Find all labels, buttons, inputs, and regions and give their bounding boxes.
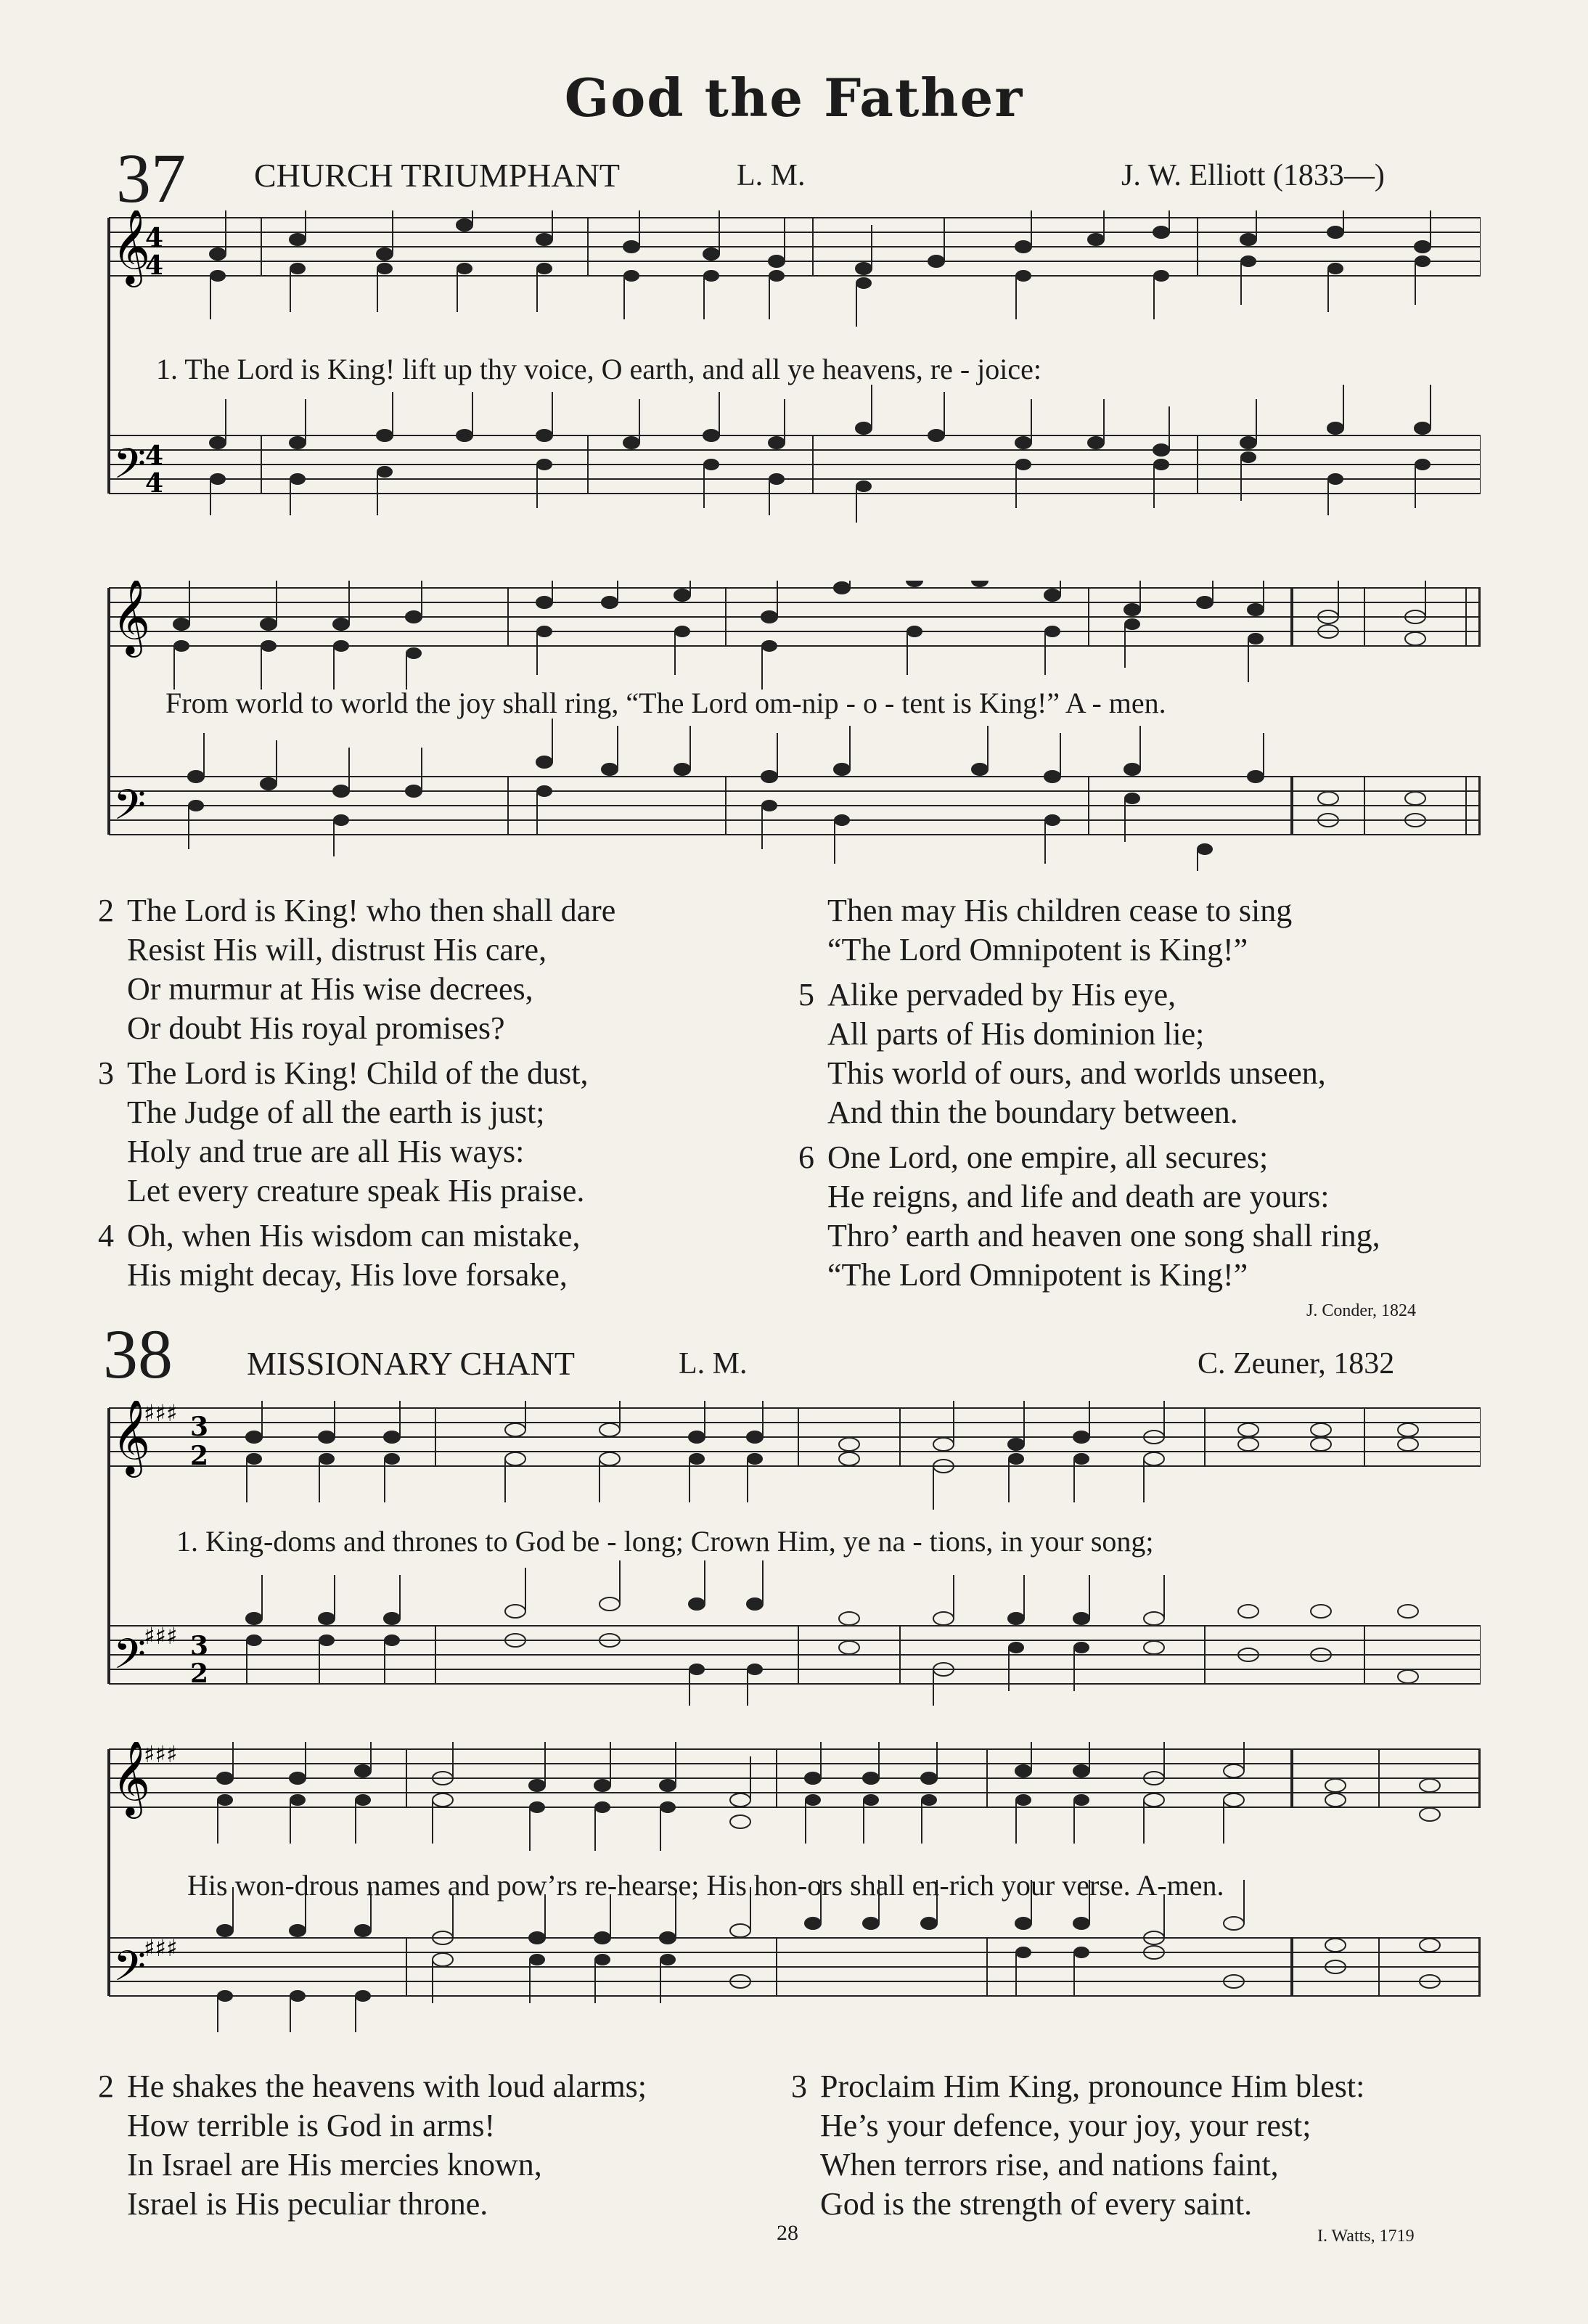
hymn-38-number: 38 bbox=[103, 1315, 173, 1393]
svg-text:♯♯♯: ♯♯♯ bbox=[144, 1401, 178, 1427]
svg-text:𝄢: 𝄢 bbox=[113, 780, 147, 840]
svg-text:♯♯♯: ♯♯♯ bbox=[144, 1934, 178, 1962]
verse-line: And thin the boundary between. bbox=[827, 1095, 1238, 1130]
hymn-38-lyric-line-1: 1. King-doms and thrones to God be - long; Crown Him, ye na - tions, in your song; bbox=[176, 1525, 1154, 1558]
verse-number: 4 bbox=[98, 1218, 114, 1253]
hymn-37-lyric-line-1: 1. The Lord is King! lift up thy voice, O earth, and all ye heavens, re - joice: bbox=[156, 353, 1041, 385]
verse-line: Then may His children cease to sing bbox=[827, 893, 1293, 928]
svg-text:𝄢: 𝄢 bbox=[113, 1942, 147, 2001]
hymn-37-meter: L. M. bbox=[737, 159, 806, 192]
section-title: God the Father bbox=[564, 67, 1024, 128]
svg-text:2: 2 bbox=[190, 1658, 209, 1689]
verse-number: 3 bbox=[791, 2069, 807, 2104]
verse-number: 2 bbox=[98, 893, 114, 928]
hymn-38-verses-right bbox=[791, 2067, 1364, 2224]
svg-text:𝄞: 𝄞 bbox=[112, 1401, 151, 1475]
verse-line: Thro’ earth and heaven one song shall ring, bbox=[827, 1218, 1380, 1253]
verse-line: Or doubt His royal promises? bbox=[127, 1010, 505, 1046]
verse-number: 5 bbox=[798, 977, 814, 1012]
hymn-37-lyric-line-2: From world to world the joy shall ring, “The Lord om-nip - o - tent is King!” A - men. bbox=[165, 687, 1166, 719]
verse-line: Holy and true are all His ways: bbox=[127, 1134, 525, 1169]
hymn-37-verses-right bbox=[798, 891, 1380, 1295]
verse-line: Or murmur at His wise decrees, bbox=[127, 971, 533, 1007]
verse-line: Israel is His peculiar throne. bbox=[127, 2186, 488, 2222]
svg-text:2: 2 bbox=[190, 1441, 209, 1471]
hymn-37-tune: CHURCH TRIUMPHANT bbox=[254, 157, 620, 194]
verse-line: How terrible is God in arms! bbox=[127, 2108, 496, 2143]
verse-line: He shakes the heavens with loud alarms; bbox=[127, 2069, 647, 2104]
svg-text:♯♯♯: ♯♯♯ bbox=[144, 1622, 178, 1650]
verse-line: Alike pervaded by His eye, bbox=[827, 977, 1176, 1012]
verse-number: 3 bbox=[98, 1055, 114, 1091]
hymn-37-system-2 bbox=[102, 581, 1481, 871]
hymn-38-tune: MISSIONARY CHANT bbox=[247, 1345, 575, 1382]
verse-line: When terrors rise, and nations faint, bbox=[820, 2147, 1279, 2182]
svg-text:𝄞: 𝄞 bbox=[112, 210, 151, 285]
page-number: 28 bbox=[777, 2221, 798, 2245]
svg-text:4: 4 bbox=[145, 250, 164, 281]
svg-text:4: 4 bbox=[145, 441, 164, 471]
hymn-38-author-credit: I. Watts, 1719 bbox=[1317, 2227, 1415, 2246]
verse-line: This world of ours, and worlds unseen, bbox=[827, 1055, 1326, 1091]
hymn-37-verses-left bbox=[98, 891, 615, 1295]
verse-line: He reigns, and life and death are yours: bbox=[827, 1179, 1330, 1214]
hymn-38-lyric-line-2: His won-drous names and pow’rs re-hearse; His hon-ors shall en-rich your verse. A-men. bbox=[187, 1869, 1224, 1902]
verse-line: The Judge of all the earth is just; bbox=[127, 1095, 545, 1130]
svg-text:𝄢: 𝄢 bbox=[113, 439, 147, 499]
verse-line: “The Lord Omnipotent is King!” bbox=[827, 1257, 1248, 1293]
hymn-38-verses-left bbox=[98, 2067, 647, 2224]
verse-line: All parts of His dominion lie; bbox=[827, 1016, 1205, 1052]
svg-text:♯♯♯: ♯♯♯ bbox=[144, 1742, 178, 1768]
verse-line: Resist His will, distrust His care, bbox=[127, 932, 547, 967]
verse-line: The Lord is King! Child of the dust, bbox=[127, 1055, 589, 1091]
svg-text:3: 3 bbox=[190, 1631, 209, 1661]
hymn-37-author-credit: J. Conder, 1824 bbox=[1306, 1301, 1417, 1320]
svg-text:𝄞: 𝄞 bbox=[112, 1742, 151, 1816]
hymn-37-composer: J. W. Elliott (1833—) bbox=[1121, 159, 1385, 192]
hymn-37-number: 37 bbox=[116, 139, 186, 217]
verse-line: His might decay, His love forsake, bbox=[127, 1257, 568, 1293]
hymn-38-meter: L. M. bbox=[679, 1347, 748, 1380]
svg-text:𝄞: 𝄞 bbox=[112, 581, 151, 655]
verse-line: God is the strength of every saint. bbox=[820, 2186, 1253, 2222]
svg-text:3: 3 bbox=[190, 1412, 209, 1442]
hymn-38-composer: C. Zeuner, 1832 bbox=[1198, 1347, 1395, 1380]
svg-text:4: 4 bbox=[145, 468, 164, 499]
verse-number: 6 bbox=[798, 1140, 814, 1175]
verse-line: “The Lord Omnipotent is King!” bbox=[827, 932, 1248, 967]
verse-line: One Lord, one empire, all secures; bbox=[827, 1140, 1269, 1175]
verse-line: Let every creature speak His praise. bbox=[127, 1173, 585, 1208]
verse-line: Oh, when His wisdom can mistake, bbox=[127, 1218, 581, 1253]
svg-text:𝄢: 𝄢 bbox=[113, 1629, 147, 1689]
svg-text:4: 4 bbox=[145, 223, 164, 253]
verse-line: He’s your defence, your joy, your rest; bbox=[820, 2108, 1311, 2143]
verse-line: In Israel are His mercies known, bbox=[127, 2147, 542, 2182]
verse-line: Proclaim Him King, pronounce Him blest: bbox=[820, 2069, 1365, 2104]
verse-line: The Lord is King! who then shall dare bbox=[127, 893, 616, 928]
verse-number: 2 bbox=[98, 2069, 114, 2104]
